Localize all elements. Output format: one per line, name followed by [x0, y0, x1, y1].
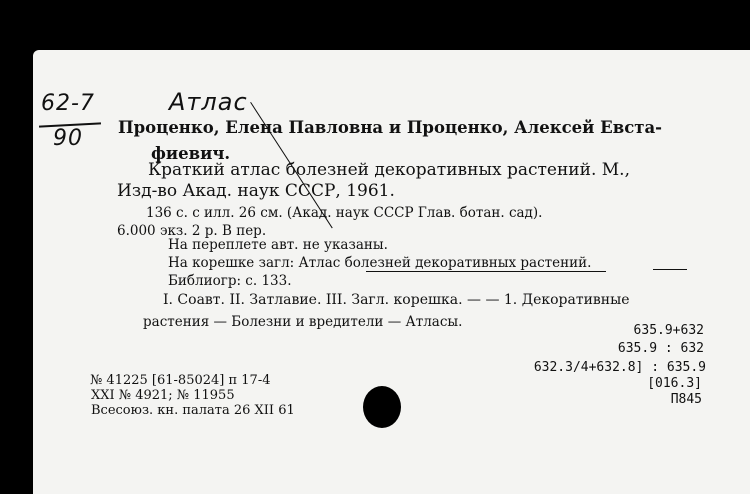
classification-1: 635.9+632 — [633, 323, 704, 338]
catalog-card — [33, 50, 750, 494]
shelf-mark-top: 62-7 — [41, 91, 95, 116]
classification-3: 632.3/4+632.8] : 635.9 — [533, 360, 706, 375]
punch-hole — [363, 386, 401, 428]
author-heading-line2: фиевич. — [151, 144, 231, 163]
note-bibliography: Библиогр: с. 133. — [168, 273, 292, 289]
dash-mark — [653, 269, 687, 270]
collation-line2: 6.000 экз. 2 р. В пер. — [117, 223, 267, 239]
classification-4: [016.3] — [647, 376, 702, 391]
registration-line2: XXI № 4921; № 11955 — [91, 388, 235, 403]
registration-line1: № 41225 [61-85024] п 17-4 — [90, 373, 271, 388]
collation-line1: 136 с. с илл. 26 см. (Акад. наук СССР Глав. ботан. сад). — [146, 205, 543, 221]
tracings-line1: I. Соавт. II. Затлавие. III. Загл. корешка. — — 1. Декоративные — [163, 292, 630, 308]
note-spine: На корешке загл: Атлас болезней декоративных растений. — [168, 255, 592, 271]
scan-border — [0, 110, 33, 494]
classification-5: П845 — [670, 392, 702, 407]
registration-line3: Всесоюз. кн. палата 26 XII 61 — [91, 403, 295, 418]
shelf-mark-bottom: 90 — [53, 126, 83, 151]
handwritten-title: Атлас — [169, 88, 248, 116]
author-heading-line1: Проценко, Елена Павловна и Проценко, Алексей Евста- — [118, 118, 663, 137]
spine-title-underline — [366, 271, 606, 272]
title-line1: Краткий атлас болезней декоративных растений. М., — [148, 160, 630, 180]
note-cover: На переплете авт. не указаны. — [168, 237, 388, 253]
classification-2: 635.9 : 632 — [617, 341, 704, 356]
title-line2: Изд-во Акад. наук СССР, 1961. — [117, 181, 395, 201]
tracings-line2: растения — Болезни и вредители — Атласы. — [143, 314, 463, 330]
